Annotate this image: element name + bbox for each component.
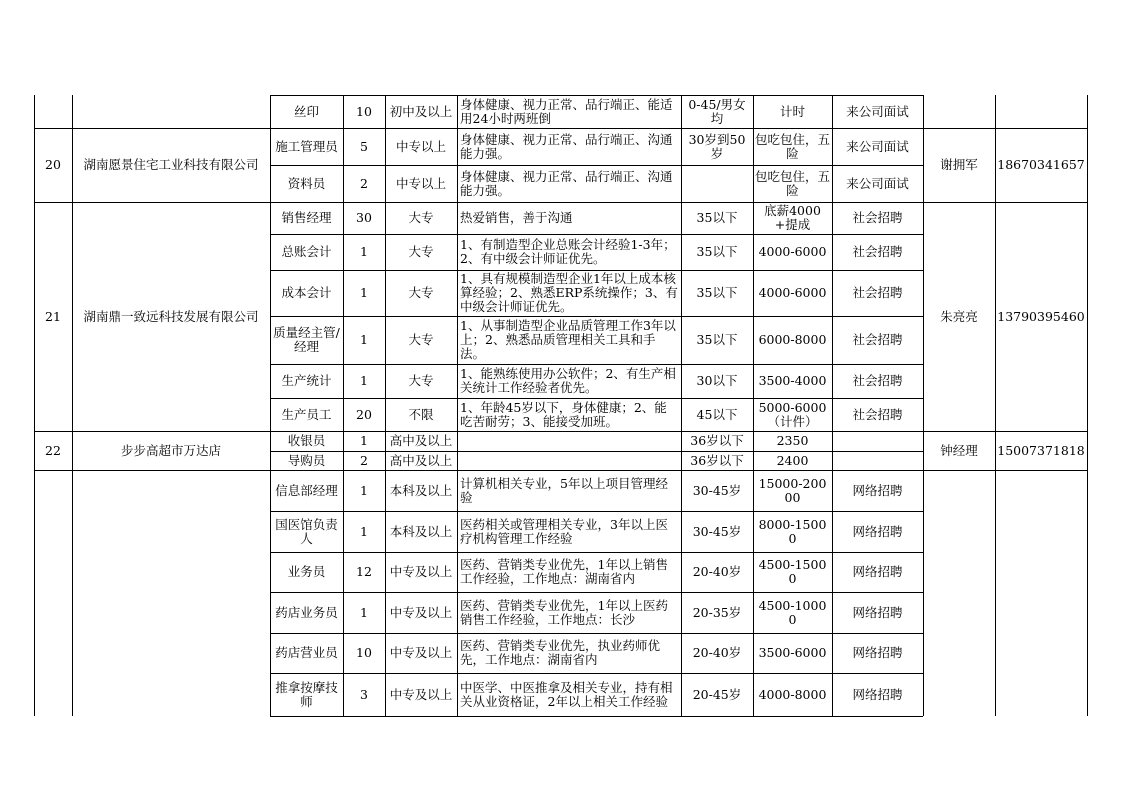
job-age: 0-45/男女均 — [688, 96, 746, 126]
job-requirements: 1、年龄45岁以下，身体健康；2、能吃苦耐劳；3、能接受加班。 — [460, 399, 667, 429]
job-recruit-method: 社会招聘 — [852, 373, 903, 388]
job-age: 20-40岁 — [692, 645, 742, 660]
grid-line-vertical — [681, 95, 682, 716]
grid-line-horizontal — [34, 470, 1087, 471]
contact-phone: 18670341657 — [997, 157, 1085, 172]
company-number: 20 — [45, 157, 61, 172]
job-age: 30-45岁 — [692, 482, 742, 498]
company-number — [34, 470, 72, 716]
job-recruit-method: 社会招聘 — [852, 332, 903, 347]
job-age: 45以下 — [696, 406, 738, 422]
job-age: 20-35岁 — [692, 604, 742, 620]
job-salary: 2350 — [776, 433, 809, 448]
job-recruit-method: 网络招聘 — [852, 604, 903, 620]
grid-line-horizontal — [270, 673, 923, 674]
job-count: 1 — [360, 604, 368, 620]
company-name — [72, 470, 270, 716]
grid-line-vertical — [343, 95, 344, 716]
job-recruit-method — [832, 451, 923, 470]
job-recruit-method: 网络招聘 — [852, 482, 903, 498]
job-age: 35以下 — [696, 210, 738, 225]
grid-line-vertical — [1087, 95, 1088, 716]
job-age: 30-45岁 — [692, 523, 742, 539]
job-requirements: 热爱销售，善于沟通 — [460, 210, 573, 225]
company-name: 湖南鼎一致远科技发展有限公司 — [83, 308, 259, 324]
job-salary: 4000-6000 — [758, 244, 827, 259]
contact-person — [923, 470, 995, 716]
job-requirements: 身体健康、视力正常、品行端正、能适用24小时两班倒 — [460, 96, 673, 126]
job-education: 大专 — [408, 210, 434, 225]
job-salary: 4000-6000 — [758, 285, 827, 300]
job-requirements: 医药相关或管理相关专业，3年以上医疗机构管理工作经验 — [460, 516, 668, 546]
job-salary: 8000-15000 — [758, 516, 827, 546]
company-name: 步步高超市万达店 — [120, 442, 221, 458]
job-age: 36岁以下 — [690, 433, 744, 448]
job-salary: 4000-8000 — [758, 686, 827, 702]
job-salary: 5000-6000（计件） — [758, 399, 827, 429]
job-salary: 6000-8000 — [758, 332, 827, 347]
job-title: 推拿按摩技师 — [275, 679, 338, 709]
job-title: 业务员 — [287, 564, 326, 579]
job-age: 36岁以下 — [690, 452, 744, 468]
job-education: 中专以上 — [395, 138, 446, 154]
grid-line-horizontal — [270, 592, 923, 593]
contact-person: 谢拥军 — [940, 157, 978, 172]
job-title: 国医馆负责人 — [275, 516, 338, 546]
job-count: 20 — [356, 406, 372, 422]
job-title: 资料员 — [287, 175, 326, 191]
job-education: 高中及以上 — [389, 433, 453, 448]
job-age: 20-45岁 — [692, 686, 742, 702]
job-recruit-method: 来公司面试 — [846, 175, 909, 191]
grid-line-vertical — [995, 95, 996, 716]
contact-person: 朱亮亮 — [940, 308, 978, 324]
job-count: 12 — [356, 564, 372, 579]
grid-line-horizontal — [270, 511, 923, 512]
job-title: 导购员 — [287, 452, 326, 468]
job-salary: 计时 — [779, 103, 805, 119]
grid-line-vertical — [923, 95, 924, 716]
job-recruit-method: 来公司面试 — [846, 103, 909, 119]
job-recruit-method: 网络招聘 — [852, 564, 903, 579]
job-recruit-method: 社会招聘 — [852, 285, 903, 300]
job-title: 信息部经理 — [275, 482, 338, 498]
contact-person — [923, 95, 995, 128]
job-age: 35以下 — [696, 285, 738, 300]
job-title: 总账会计 — [281, 244, 332, 259]
grid-line-horizontal — [34, 431, 1087, 432]
contact-phone: 15007371818 — [997, 442, 1085, 458]
job-count: 10 — [356, 645, 372, 660]
job-recruit-method: 社会招聘 — [852, 244, 903, 259]
job-title: 质量经主管/经理 — [273, 325, 340, 354]
job-recruit-method: 网络招聘 — [852, 686, 903, 702]
grid-line-horizontal — [270, 234, 923, 235]
job-education: 本科及以上 — [389, 482, 453, 498]
job-title: 施工管理员 — [275, 138, 338, 154]
job-requirements: 计算机相关专业，5年以上项目管理经验 — [460, 475, 668, 505]
job-title: 丝印 — [293, 103, 319, 119]
job-count: 1 — [360, 373, 368, 388]
job-salary: 底薪4000+提成 — [764, 203, 821, 232]
job-education: 大专 — [408, 373, 434, 388]
job-education: 不限 — [408, 406, 434, 422]
job-salary: 4500-15000 — [758, 557, 827, 586]
grid-line-horizontal — [34, 128, 1087, 129]
job-education: 大专 — [408, 244, 434, 259]
contact-phone: 13790395460 — [997, 308, 1085, 324]
job-salary: 3500-4000 — [758, 373, 827, 388]
job-education: 中专及以上 — [389, 645, 453, 660]
grid-line-horizontal — [270, 95, 923, 96]
job-education: 大专 — [408, 332, 434, 347]
job-count: 1 — [360, 332, 368, 347]
job-requirements: 1、具有规模制造型企业1年以上成本核算经验；2、熟悉ERP系统操作；3、有中级会计师证优先。 — [460, 271, 678, 314]
job-requirements: 医药、营销类专业优先，执业药师优先，工作地点：湖南省内 — [460, 638, 661, 667]
job-salary: 2400 — [776, 452, 809, 468]
job-salary: 3500-6000 — [758, 645, 827, 660]
job-education: 大专 — [408, 285, 434, 300]
contact-phone — [995, 470, 1087, 716]
job-count: 3 — [360, 686, 368, 702]
job-title: 生产员工 — [281, 406, 332, 422]
job-count: 1 — [360, 523, 368, 539]
job-age: 35以下 — [696, 332, 738, 347]
grid-line-horizontal — [270, 270, 923, 271]
company-number: 21 — [45, 308, 61, 324]
job-count: 1 — [360, 482, 368, 498]
job-title: 成本会计 — [281, 285, 332, 300]
grid-line-horizontal — [270, 552, 923, 553]
grid-line-horizontal — [34, 202, 1087, 203]
grid-line-vertical — [72, 95, 73, 716]
company-name: 湖南愿景住宅工业科技有限公司 — [83, 157, 259, 172]
grid-line-horizontal — [270, 398, 923, 399]
grid-line-vertical — [457, 95, 458, 716]
grid-line-horizontal — [270, 165, 923, 166]
job-requirements: 医药、营销类专业优先，1年以上医药销售工作经验，工作地点：长沙 — [460, 597, 668, 627]
job-recruit-method: 来公司面试 — [846, 138, 909, 154]
job-age: 30以下 — [696, 373, 738, 388]
job-title: 药店营业员 — [275, 645, 338, 660]
job-age: 30岁到50岁 — [688, 131, 746, 161]
job-recruit-method: 社会招聘 — [852, 406, 903, 422]
company-number: 22 — [45, 442, 61, 458]
job-count: 2 — [360, 175, 368, 191]
job-recruit-method: 社会招聘 — [852, 210, 903, 225]
job-requirements — [457, 451, 681, 470]
company-name — [72, 95, 270, 128]
job-title: 收银员 — [287, 433, 326, 448]
job-education: 中专及以上 — [389, 686, 453, 702]
grid-line-vertical — [385, 95, 386, 716]
grid-line-horizontal — [270, 633, 923, 634]
job-age: 35以下 — [696, 244, 738, 259]
grid-line-horizontal — [270, 364, 923, 365]
job-title: 生产统计 — [281, 373, 332, 388]
company-number — [34, 95, 72, 128]
job-education: 中专及以上 — [389, 604, 453, 620]
grid-line-vertical — [270, 95, 271, 716]
job-requirements: 中医学、中医推拿及相关专业，持有相关从业资格证，2年以上相关工作经验 — [460, 679, 673, 709]
job-requirements: 1、从事制造型企业品质管理工作3年以上；2、熟悉品质管理相关工具和手法。 — [460, 318, 676, 361]
job-requirements: 医药、营销类专业优先，1年以上销售工作经验，工作地点：湖南省内 — [460, 557, 668, 586]
job-requirements: 身体健康、视力正常、品行端正、沟通能力强。 — [460, 168, 673, 198]
contact-phone — [995, 95, 1087, 128]
job-recruit-method — [832, 431, 923, 451]
grid-line-horizontal — [270, 316, 923, 317]
job-count: 2 — [360, 452, 368, 468]
grid-line-vertical — [34, 95, 35, 716]
job-requirements — [457, 431, 681, 451]
job-requirements: 身体健康、视力正常、品行端正、沟通能力强。 — [460, 131, 673, 161]
job-count: 1 — [360, 433, 368, 448]
job-education: 中专及以上 — [389, 564, 453, 579]
job-recruit-method: 网络招聘 — [852, 645, 903, 660]
job-recruit-method: 网络招聘 — [852, 523, 903, 539]
job-requirements: 1、有制造型企业总账会计经验1-3年；2、有中级会计师证优先。 — [460, 237, 676, 266]
job-salary: 包吃包住，五险 — [755, 168, 831, 198]
job-education: 初中及以上 — [389, 103, 453, 119]
job-count: 5 — [360, 138, 368, 154]
grid-line-vertical — [753, 95, 754, 716]
job-age — [681, 165, 753, 202]
job-title: 药店业务员 — [275, 604, 338, 620]
job-count: 10 — [356, 103, 372, 119]
grid-line-horizontal — [270, 451, 923, 452]
grid-line-horizontal — [270, 716, 923, 717]
job-age: 20-40岁 — [692, 564, 742, 579]
job-count: 30 — [356, 210, 372, 225]
grid-line-vertical — [832, 95, 833, 716]
job-education: 本科及以上 — [389, 523, 453, 539]
job-salary: 包吃包住，五险 — [755, 131, 831, 161]
job-requirements: 1、能熟练使用办公软件；2、有生产相关统计工作经验者优先。 — [460, 366, 676, 395]
job-salary: 4500-10000 — [758, 597, 827, 627]
job-title: 销售经理 — [281, 210, 332, 225]
contact-person: 钟经理 — [940, 442, 978, 458]
job-count: 1 — [360, 285, 368, 300]
job-education: 中专以上 — [395, 175, 446, 191]
job-education: 高中及以上 — [389, 452, 453, 468]
job-count: 1 — [360, 244, 368, 259]
job-salary: 15000-20000 — [758, 475, 827, 505]
